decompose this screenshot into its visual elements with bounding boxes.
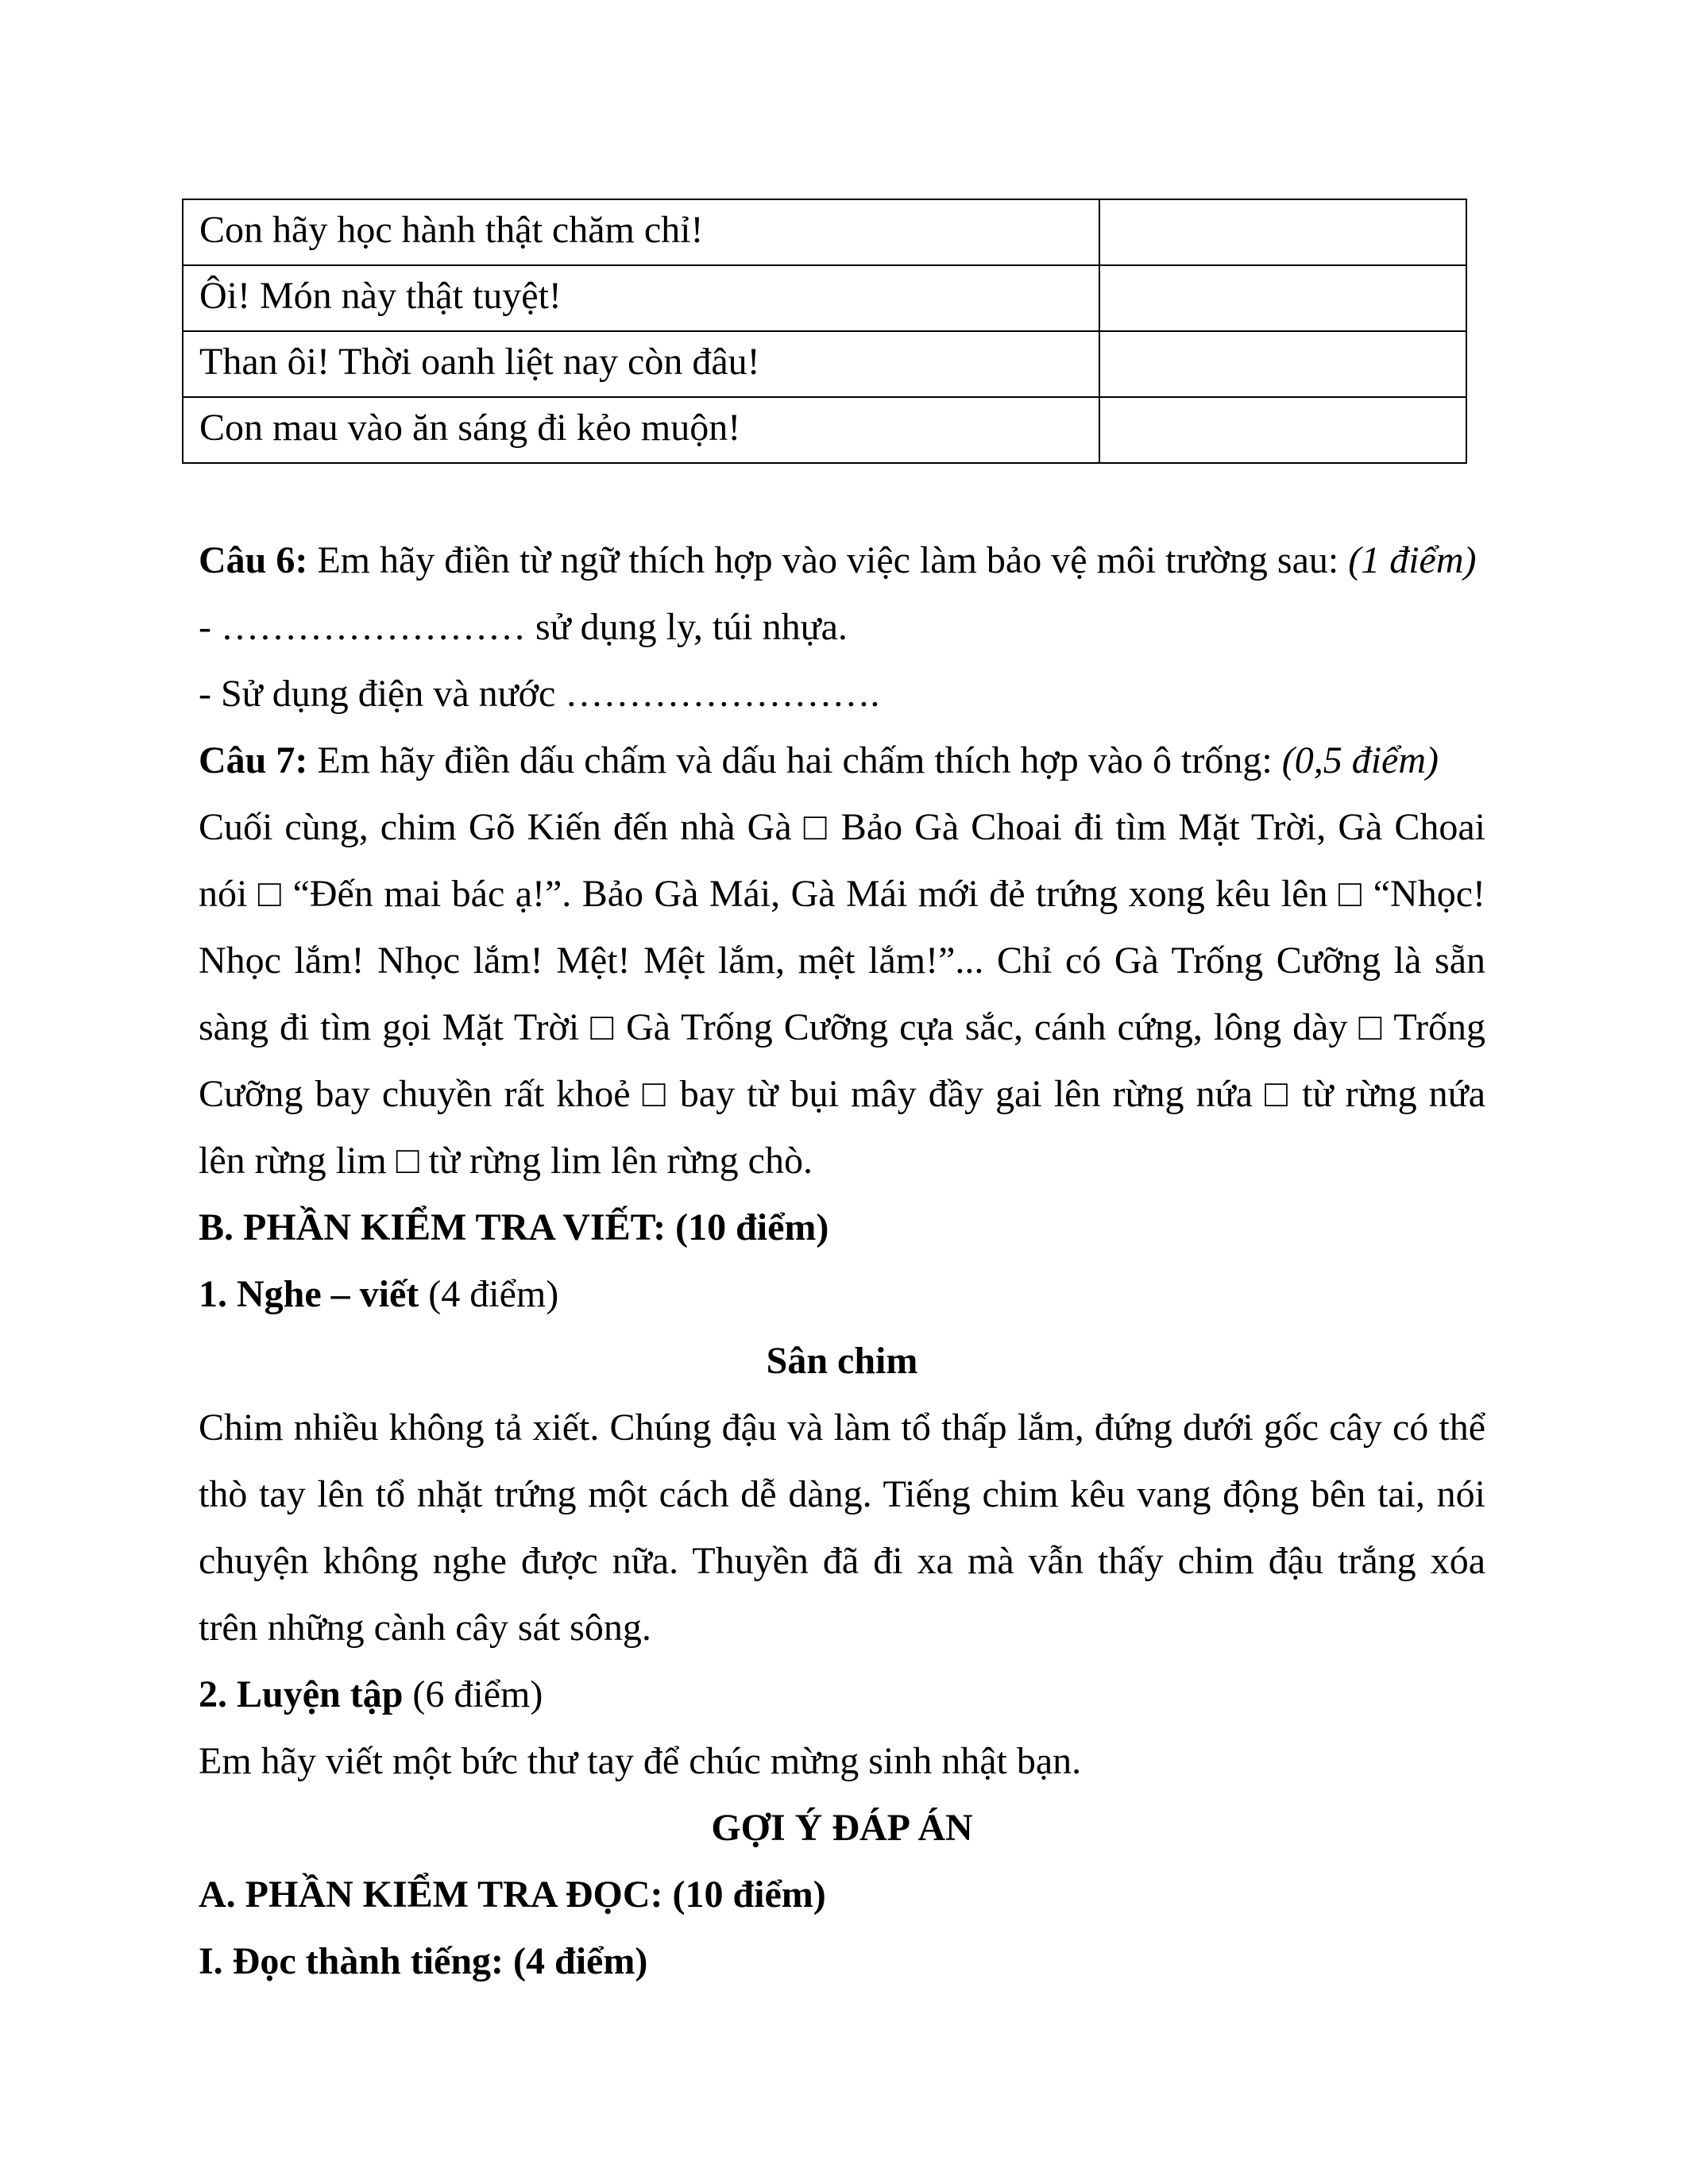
question-points: (1 điểm) [1348, 539, 1477, 581]
passage-line: Cuối cùng, chim Gõ Kiến đến nhà Gà □ Bảo Gà Choai đi tìm Mặt Trời, Gà Choai [199, 806, 1485, 848]
subsection-points: (6 điểm) [403, 1673, 543, 1715]
passage-line: sàng đi tìm gọi Mặt Trời □ Gà Trống Cưỡng cựa sắc, cánh cứng, lông dày □ Trống [199, 1006, 1485, 1048]
section-heading [199, 1862, 1485, 1928]
subsection-label: 1. Nghe – viết [199, 1273, 419, 1315]
sentence-table [182, 199, 1467, 464]
question-points: (0,5 điểm) [1281, 739, 1439, 781]
table-row [183, 331, 1466, 397]
subsection-label: 2. Luyện tập [199, 1673, 404, 1715]
answers-title [199, 1795, 1485, 1862]
sentence-cell: Con hãy học hành thật chăm chỉ! [183, 199, 1099, 265]
fill-line: - Sử dụng điện và nước ……………………. [199, 673, 880, 715]
sentence-cell: Con mau vào ăn sáng đi kẻo muộn! [183, 397, 1099, 463]
passage-title [199, 1328, 1485, 1395]
title-text: GỢI Ý ĐÁP ÁN [711, 1807, 973, 1849]
writing-task: Em hãy viết một bức thư tay để chúc mừng sinh nhật bạn. [199, 1740, 1082, 1782]
document-body [199, 527, 1485, 1995]
question-text: Em hãy điền dấu chấm và dấu hai chấm thích hợp vào ô trống: [307, 739, 1282, 781]
heading-text: A. PHẦN KIỂM TRA ĐỌC: (10 điểm) [199, 1873, 826, 1916]
question-label: Câu 7: [199, 739, 308, 781]
passage-line: lên rừng lim □ từ rừng lim lên rừng chò. [199, 1140, 813, 1182]
subsection-2 [199, 1661, 1485, 1728]
question-7 [199, 727, 1485, 794]
table-row [183, 199, 1466, 265]
section-heading [199, 1194, 1485, 1261]
fill-line: - …………………… sử dụng ly, túi nhựa. [199, 606, 848, 648]
passage-line: nói □ “Đến mai bác ạ!”. Bảo Gà Mái, Gà Mái mới đẻ trứng xong kêu lên □ “Nhọc! [199, 873, 1485, 915]
sentence-cell: Ôi! Món này thật tuyệt! [183, 265, 1099, 331]
table-row [183, 265, 1466, 331]
heading-text: B. PHẦN KIỂM TRA VIẾT: (10 điểm) [199, 1206, 829, 1248]
answer-cell[interactable] [1099, 397, 1466, 463]
question-text: Em hãy điền từ ngữ thích hợp vào việc làm bảo vệ môi trường sau: [307, 539, 1349, 581]
question-label: Câu 6: [199, 539, 308, 581]
passage-line: chuyện không nghe được nữa. Thuyền đã đi xa mà vẫn thấy chim đậu trắng xóa [199, 1540, 1485, 1582]
passage-line: trên những cành cây sát sông. [199, 1607, 651, 1649]
question-6 [199, 527, 1485, 594]
subsection-1 [199, 1261, 1485, 1328]
subsection-points: (4 điểm) [419, 1273, 559, 1315]
section-heading [199, 1928, 1485, 1995]
answer-cell[interactable] [1099, 265, 1466, 331]
table-row [183, 397, 1466, 463]
passage-line: thò tay lên tổ nhặt trứng một cách dễ dàng. Tiếng chim kêu vang động bên tai, nói [199, 1473, 1485, 1515]
heading-text: I. Đọc thành tiếng: (4 điểm) [199, 1940, 648, 1982]
answer-cell[interactable] [1099, 331, 1466, 397]
passage-line: Nhọc lắm! Nhọc lắm! Mệt! Mệt lắm, mệt lắm!”... Chỉ có Gà Trống Cưỡng là sẵn [199, 940, 1485, 982]
passage-line: Cưỡng bay chuyền rất khoẻ □ bay từ bụi mây đầy gai lên rừng nứa □ từ rừng nứa [199, 1073, 1485, 1115]
answer-cell[interactable] [1099, 199, 1466, 265]
passage-line: Chim nhiều không tả xiết. Chúng đậu và làm tổ thấp lắm, đứng dưới gốc cây có thể [199, 1406, 1485, 1449]
title-text: Sân chim [766, 1340, 918, 1382]
sentence-cell: Than ôi! Thời oanh liệt nay còn đâu! [183, 331, 1099, 397]
